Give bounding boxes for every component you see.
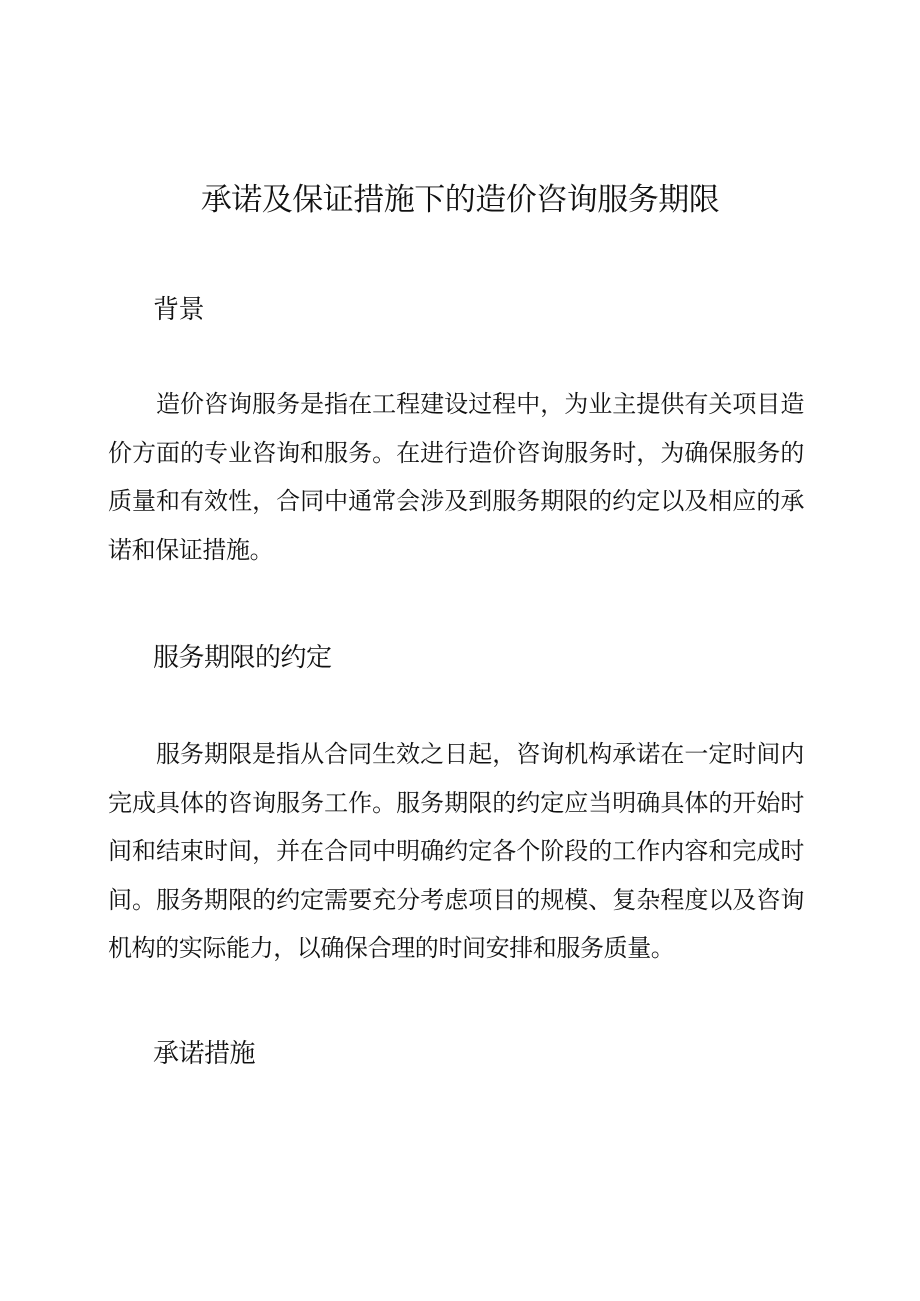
- section-heading-background: 背景: [153, 295, 205, 325]
- section-heading-service-term: 服务期限的约定: [153, 643, 332, 673]
- section-paragraph-service-term: 服务期限是指从合同生效之日起，咨询机构承诺在一定时间内完成具体的咨询服务工作。服务期限的约定应当明确具体的开始时间和结束时间，并在合同中明确约定各个阶段的工作内容和完成时间。服务期限的约定需要充分考虑项目的规模、复杂程度以及咨询机构的实际能力，以确保合理的时间安排和服务质量。: [108, 740, 804, 962]
- section-paragraph-background: 造价咨询服务是指在工程建设过程中，为业主提供有关项目造价方面的专业咨询和服务。在进行造价咨询服务时，为确保服务的质量和有效性，合同中通常会涉及到服务期限的约定以及相应的承诺和保证措施。: [108, 390, 804, 564]
- section-heading-commitment-measures: 承诺措施: [153, 1039, 256, 1069]
- document-title: 承诺及保证措施下的造价咨询服务期限: [200, 182, 720, 218]
